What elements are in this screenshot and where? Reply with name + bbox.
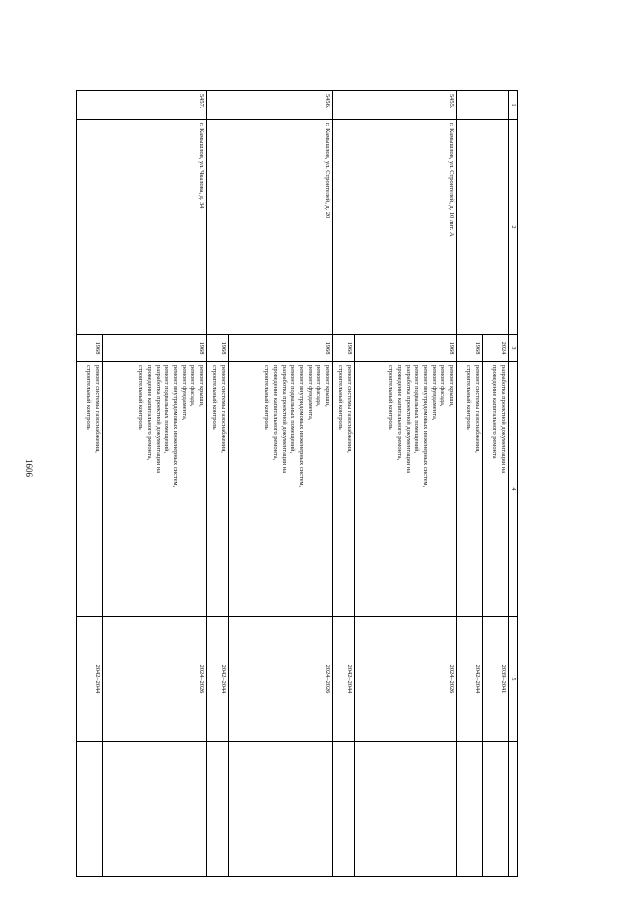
row-number <box>456 91 508 120</box>
work-item: ремонт системы газоснабжения, <box>219 365 227 453</box>
header-cell-3: 3 <box>508 335 517 362</box>
work-item: строительный контроль <box>337 365 345 430</box>
row-extra <box>354 742 456 877</box>
table-row <box>354 91 456 877</box>
row-number: 5457. <box>76 91 206 120</box>
work-item: разработка проектной документации на <box>154 365 162 474</box>
row-period: 2024–2026 <box>102 617 206 742</box>
row-period: 2039–2041 <box>482 617 508 742</box>
work-item: проведение капитального ремонта, <box>396 365 404 461</box>
row-year: 1968 <box>228 335 332 362</box>
row-period: 2024–2026 <box>228 617 332 742</box>
row-extra <box>206 742 228 877</box>
work-item: ремонт крыши, <box>447 365 455 407</box>
header-cell-4: 4 <box>508 362 517 617</box>
row-extra <box>456 742 482 877</box>
work-item: ремонт внутридомовых инженерных систем, <box>297 365 305 488</box>
work-item: проведение капитального ремонта, <box>272 365 280 461</box>
work-item: строительный контроль <box>137 365 145 430</box>
work-item: строительный контроль <box>85 365 93 430</box>
row-extra <box>332 742 354 877</box>
work-item: ремонт системы газоснабжения, <box>345 365 353 453</box>
row-number: 5455. <box>332 91 456 120</box>
work-item: ремонт системы газоснабжения, <box>93 365 101 453</box>
work-item: ремонт фасада, <box>315 365 323 407</box>
work-item: строительный контроль <box>387 365 395 430</box>
header-cell-1: 1 <box>508 91 517 120</box>
row-works <box>102 362 206 617</box>
row-address: г. Камышлов, ул. Строителей, д. 20 <box>206 120 332 335</box>
work-item: разработка проектной документации на <box>280 365 288 474</box>
page-number: 1606 <box>24 459 34 477</box>
table-row <box>228 91 332 877</box>
work-item: ремонт подвальных помещений, <box>413 365 421 454</box>
work-item: строительный контроль <box>263 365 271 430</box>
row-works <box>206 362 228 617</box>
work-item: проведение капитального ремонта <box>491 365 499 459</box>
row-year: 1968 <box>456 335 482 362</box>
work-item: ремонт фундамента, <box>306 365 314 421</box>
row-address <box>456 120 508 335</box>
header-cell-2: 2 <box>508 120 517 335</box>
work-item: ремонт крыши, <box>197 365 205 407</box>
row-extra <box>102 742 206 877</box>
row-period: 2024–2026 <box>354 617 456 742</box>
row-year: 1968 <box>332 335 354 362</box>
row-number: 5456. <box>206 91 332 120</box>
row-period: 2042–2044 <box>206 617 228 742</box>
row-extra <box>76 742 102 877</box>
work-item: ремонт фасада, <box>189 365 197 407</box>
row-works <box>482 362 508 617</box>
work-item: ремонт подвальных помещений, <box>163 365 171 454</box>
work-item: разработка проектной документации на <box>499 365 507 474</box>
work-item: ремонт фундамента, <box>180 365 188 421</box>
row-works <box>332 362 354 617</box>
row-year: 2024 <box>482 335 508 362</box>
row-year: 1968 <box>354 335 456 362</box>
work-item: ремонт крыши, <box>323 365 331 407</box>
work-item: проведение капитального ремонта, <box>146 365 154 461</box>
work-item: ремонт подвальных помещений, <box>289 365 297 454</box>
work-item: ремонт системы газоснабжения, <box>473 365 481 453</box>
work-item: ремонт внутридомовых инженерных систем, <box>421 365 429 488</box>
row-extra <box>228 742 332 877</box>
row-year: 1968 <box>102 335 206 362</box>
row-period: 2042–2044 <box>456 617 482 742</box>
row-year: 1968 <box>206 335 228 362</box>
work-item: ремонт фасада, <box>439 365 447 407</box>
row-year: 1968 <box>76 335 102 362</box>
work-item: строительный контроль <box>465 365 473 430</box>
table-wrapper <box>85 90 518 846</box>
repair-schedule-table <box>76 90 518 877</box>
row-address: г. Камышлов, ул. Строителей, д. 10 лит. А <box>332 120 456 335</box>
row-extra <box>482 742 508 877</box>
row-period: 2042–2044 <box>76 617 102 742</box>
header-cell-6 <box>508 742 517 877</box>
row-address: г. Камышлов, ул. Чкалова, д. 34 <box>76 120 206 335</box>
work-item: ремонт фундамента, <box>430 365 438 421</box>
work-item: разработка проектной документации на <box>404 365 412 474</box>
table-row <box>102 91 206 877</box>
row-works <box>228 362 332 617</box>
header-cell-5: 5 <box>508 617 517 742</box>
header-row <box>508 91 517 877</box>
row-works <box>76 362 102 617</box>
work-item: ремонт внутридомовых инженерных систем, <box>171 365 179 488</box>
row-period: 2042–2044 <box>332 617 354 742</box>
table-row <box>482 91 508 877</box>
work-item: строительный контроль <box>211 365 219 430</box>
row-works <box>354 362 456 617</box>
row-works <box>456 362 482 617</box>
